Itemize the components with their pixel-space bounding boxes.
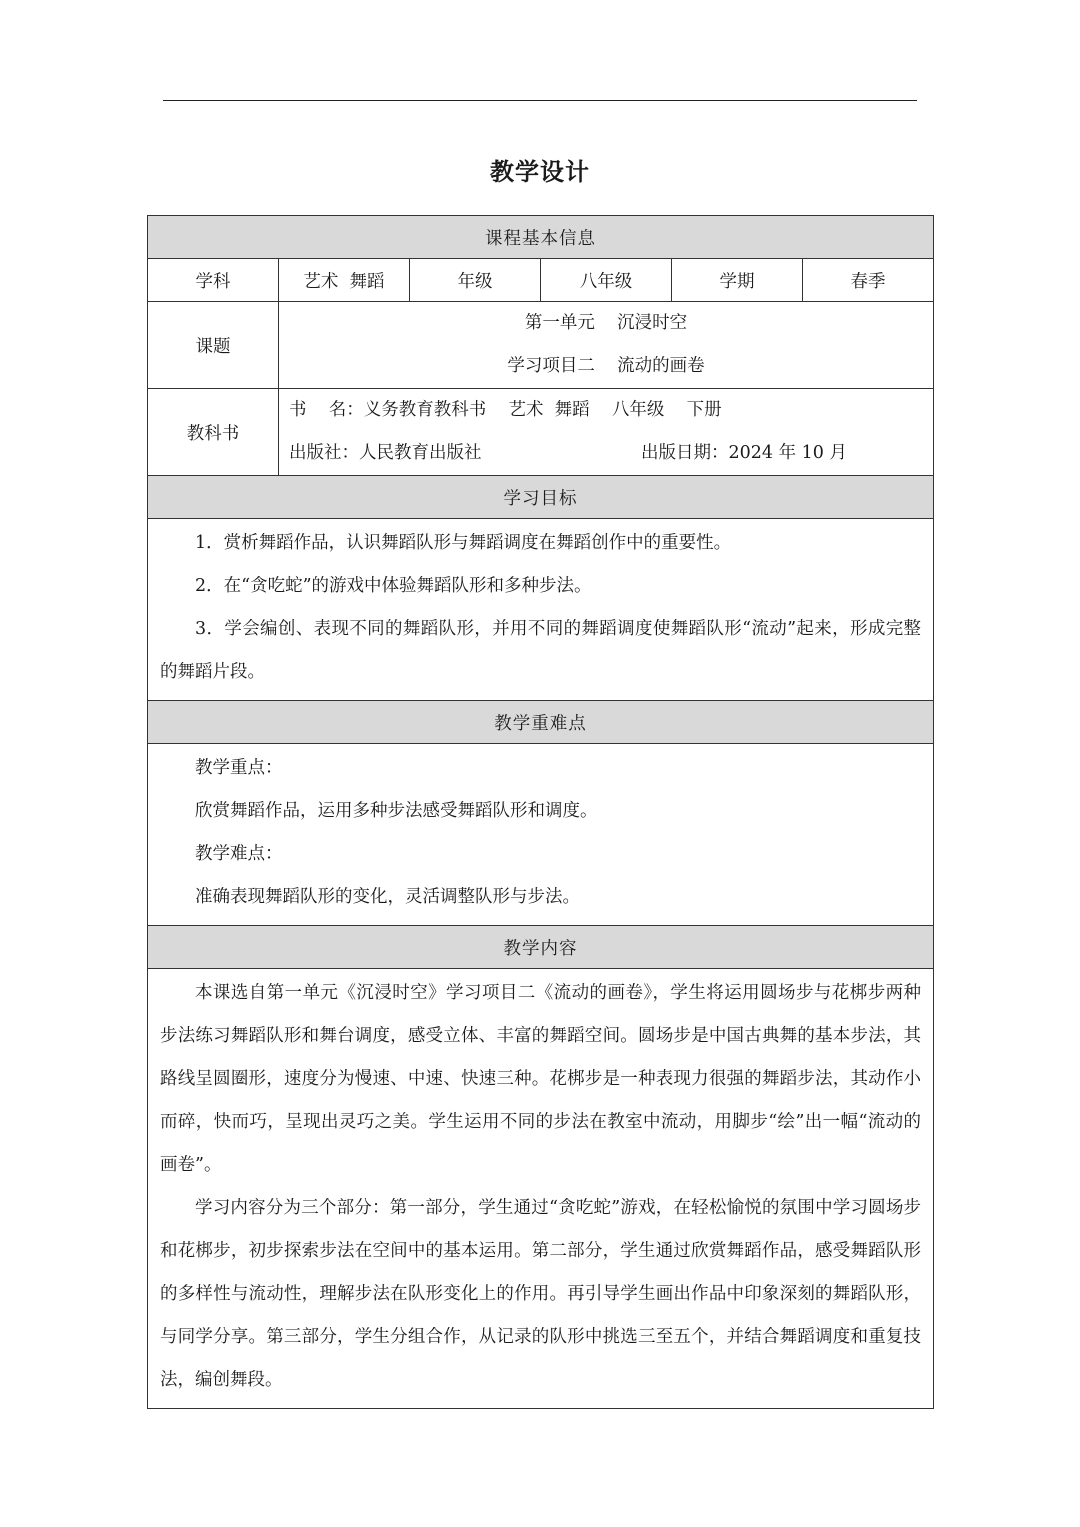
textbook-publisher-line (289, 432, 933, 475)
content-body (148, 969, 934, 1409)
objectives-list (148, 519, 934, 701)
objectives-header: 学习目标 (148, 476, 934, 519)
topic-value (279, 302, 934, 389)
objective-item: 1．赏析舞蹈作品，认识舞蹈队形与舞蹈调度在舞蹈创作中的重要性。 (195, 533, 732, 553)
textbook-value (279, 389, 934, 476)
basic-info-header: 课程基本信息 (148, 216, 934, 259)
content-paragraph: 学习内容分为三个部分：第一部分，学生通过“贪吃蛇”游戏，在轻松愉悦的氛围中学习圆场步和花梆步，初步探索步法在空间中的基本运用。第二部分，学生通过欣赏舞蹈作品，感受舞蹈队形的多样性与流动性，理解步法在队形变化上的作用。再引导学生画出作品中印象深刻的舞蹈队形，与同学分享。第三部分，学生分组合作，从记录的队形中挑选三至五个，并结合舞蹈调度和重复技法，编创舞段。 (160, 1198, 922, 1390)
textbook-label: 教科书 (148, 389, 279, 476)
key-points-header: 教学重难点 (148, 701, 934, 744)
header-rule (163, 100, 917, 101)
objective-item: 3．学会编创、表现不同的舞蹈队形，并用不同的舞蹈调度使舞蹈队形“流动”起来，形成完整的舞蹈片段。 (160, 619, 922, 682)
subject-label: 学科 (148, 259, 279, 302)
term-label: 学期 (672, 259, 803, 302)
term-value: 春季 (803, 259, 934, 302)
topic-line-project: 学习项目二 流动的画卷 (507, 356, 705, 376)
focus-text: 欣赏舞蹈作品，运用多种步法感受舞蹈队形和调度。 (195, 801, 598, 821)
key-points-body (148, 744, 934, 926)
content-header: 教学内容 (148, 926, 934, 969)
subject-value: 艺术 舞蹈 (279, 259, 410, 302)
publish-date: 出版日期：2024 年 10 月 (641, 443, 847, 463)
focus-label: 教学重点： (195, 758, 283, 778)
topic-label: 课题 (148, 302, 279, 389)
document-title: 教学设计 (490, 157, 590, 186)
content-paragraph: 本课选自第一单元《沉浸时空》学习项目二《流动的画卷》，学生将运用圆场步与花梆步两种步法练习舞蹈队形和舞台调度，感受立体、丰富的舞蹈空间。圆场步是中国古典舞的基本步法，其路线呈圆圈形，速度分为慢速、中速、快速三种。花梆步是一种表现力很强的舞蹈步法，其动作小而碎，快而巧，呈现出灵巧之美。学生运用不同的步法在教室中流动，用脚步“绘”出一幅“流动的画卷”。 (160, 983, 922, 1175)
difficulty-label: 教学难点： (195, 844, 283, 864)
publisher: 出版社：人民教育出版社 (289, 443, 482, 463)
objective-item: 2．在“贪吃蛇”的游戏中体验舞蹈队形和多种步法。 (195, 576, 592, 596)
textbook-title-line: 书 名：义务教育教科书 艺术 舞蹈 八年级 下册 (289, 400, 722, 420)
lesson-design-table (147, 215, 934, 1409)
grade-value: 八年级 (541, 259, 672, 302)
grade-label: 年级 (410, 259, 541, 302)
topic-line-unit: 第一单元 沉浸时空 (524, 313, 688, 333)
difficulty-text: 准确表现舞蹈队形的变化，灵活调整队形与步法。 (195, 887, 580, 907)
